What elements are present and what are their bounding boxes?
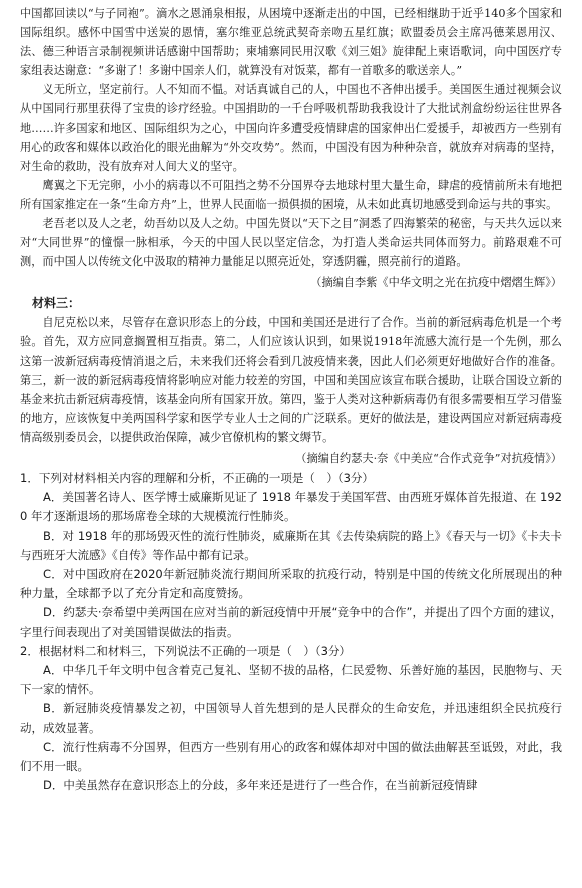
question-1-option-b[interactable]: B．对 1918 年的那场毁灭性的流行性肺炎，威廉斯在其《去传染病院的路上》《春天与一切》《卡夫卡与西班牙大流感》《自传》等作品中都有记录。 — [20, 528, 562, 562]
material-2-paragraph-4: 老吾老以及人之老，幼吾幼以及人之幼。中国先贤以“天下之目”洞悉了四海繁荣的秘密，与天共久远以来对“大同世界”的憧憬一脉相承，今天的中国人民以坚定信念，为打造人类命运共同体而努力。前路艰难不可测，而中国人以传统文化中汲取的精神力量能足以照亮近处，穿透阴霾，照亮前行的道路。 — [20, 217, 562, 269]
question-2-option-c[interactable]: C．流行性病毒不分国界，但西方一些别有用心的政客和媒体却对中国的做法曲解甚至诋毁，对此，我们不用一眼。 — [20, 739, 562, 774]
material-3-paragraph-1: 自尼克松以来，尽管存在意识形态上的分歧，中国和美国还是进行了合作。当前的新冠病毒危机是一个考验。首先，双方应同意搁置相互指责。第二，人们应该认识到，如果说1918年流感大流行是一个先例，那么这第一波新冠病毒疫情消退之后，未来我们还将会看到几波疫情来袭，因此人们必须更好地做好合作的准备。第三，新一波的新冠病毒疫情将影响应对能力较差的穷国，中国和美国应该宣布联合援助，让联合国设立新的基金来抗击新冠病毒疫情，该基金向所有国家开放。第四，鉴于人类对这种新病毒仍有很多需要相互学习借鉴的地方，应该恢复中美两国科学家和医学专业人士之间的广泛联系。更好的做法是，建设两国应对新冠病毒疫情高级别委员会，以提供政治保障，减少官僚机构的繁文缛节。 — [20, 316, 562, 444]
material-3-source: （摘编自约瑟夫·奈《中美应“合作式竞争”对抗疫情》） — [295, 451, 562, 465]
material-2-source: （摘编自李紫《中华文明之光在抗疫中熠熠生辉》） — [310, 276, 562, 290]
question-1-option-c[interactable]: C．对中国政府在2020年新冠肺炎流行期间所采取的抗疫行动，特别是中国的传统文化所展现出的种种力量，全球都予以了充分肯定和高度赞扬。 — [20, 566, 562, 601]
material-2-paragraph-1: 中国都回读以“与子同袍”。滴水之恩涌泉相报，从困境中逐渐走出的中国，已经相继助于近乎140多个国家和国际组织。感怀中国雪中送炭的恩情，塞尔维亚总统武契奇亲吻五星红旗；欧盟委员会主席冯德莱恩用汉、法、德三种语言录制视频讲话感谢中国帮助；柬埔寨同民用汉歌《刘三姐》旋律配上柬语歌词，向中国医疗专家组表达谢意：“多谢了！多谢中国亲人们，就算没有对饭菜，都有一首歌多的歌送亲人。” — [20, 7, 562, 78]
question-1 — [20, 469, 562, 642]
question-2-option-a[interactable]: A．中华几千年文明中包含着克己复礼、坚韧不拔的品格，仁民爱物、乐善好施的基因，民胞物与、天下一家的情怀。 — [20, 663, 562, 697]
material-2-paragraph-2: 义无所立，坚定前行。人不知而不愠。对话真诚自己的人，中国也不吝伸出援手。美国医生通过视频会议从中国同行那里获得了宝贵的诊疗经验。中国捐助的一千台呼吸机帮助我我设计了大批试剂盒纷纷运往世界各地……许多国家和地区、国际组织为之心，中国向许多遭受疫情肆虐的国家伸出仁爱援手，却被西方一些别有用心的政客和媒体以政治化的眼光曲解为“外交攻势”。然而，中国没有因为种种杂音，就放弃对病毒的坚持，对生命的救助，没有放弃对人间大义的坚守。 — [20, 83, 562, 173]
material-3-section — [20, 294, 562, 468]
material-3-heading: 材料三： — [32, 296, 81, 311]
question-1-option-d[interactable]: D．约瑟夫·奈希望中美两国在应对当前的新冠疫情中开展“竞争中的合作”，并提出了四个方面的建议，字里行间表现出了对美国错误做法的指责。 — [20, 605, 562, 639]
question-1-option-a[interactable]: A．美国著名诗人、医学博士威廉斯见证了 1918 年暴发于美国军营、由西班牙媒体首先报道、在 1920 年才逐渐退场的那场席卷全球的大规模流行性肺炎。 — [20, 490, 562, 524]
material-2-section — [20, 4, 562, 292]
question-2-option-d[interactable]: D．中美虽然存在意识形态上的分歧，多年来还是进行了一些合作，在当前新冠疫情肆 — [43, 778, 478, 793]
material-2-paragraph-3: 鹰翼之下无完卵，小小的病毒以不可阻挡之势不分国界夺去地球村里大量生命，肆虐的疫情前所未有地把所有国家推定在一条“生命方舟”上，世界人民面临一损俱损的困境，从未如此真切地感受到命运与共的事实。 — [20, 178, 562, 211]
question-2 — [20, 642, 562, 796]
question-2-option-b[interactable]: B．新冠肺炎疫情暴发之初，中国领导人首先想到的是人民群众的生命安危，并迅速组织全民抗疫行动，成效显著。 — [20, 701, 562, 735]
question-1-stem: 1．下列对材料相关内容的理解和分析，不正确的一项是（ ）（3分） — [20, 470, 374, 485]
question-2-stem: 2．根据材料二和材料三，下列说法不正确的一项是（ ）（3分） — [20, 643, 351, 658]
